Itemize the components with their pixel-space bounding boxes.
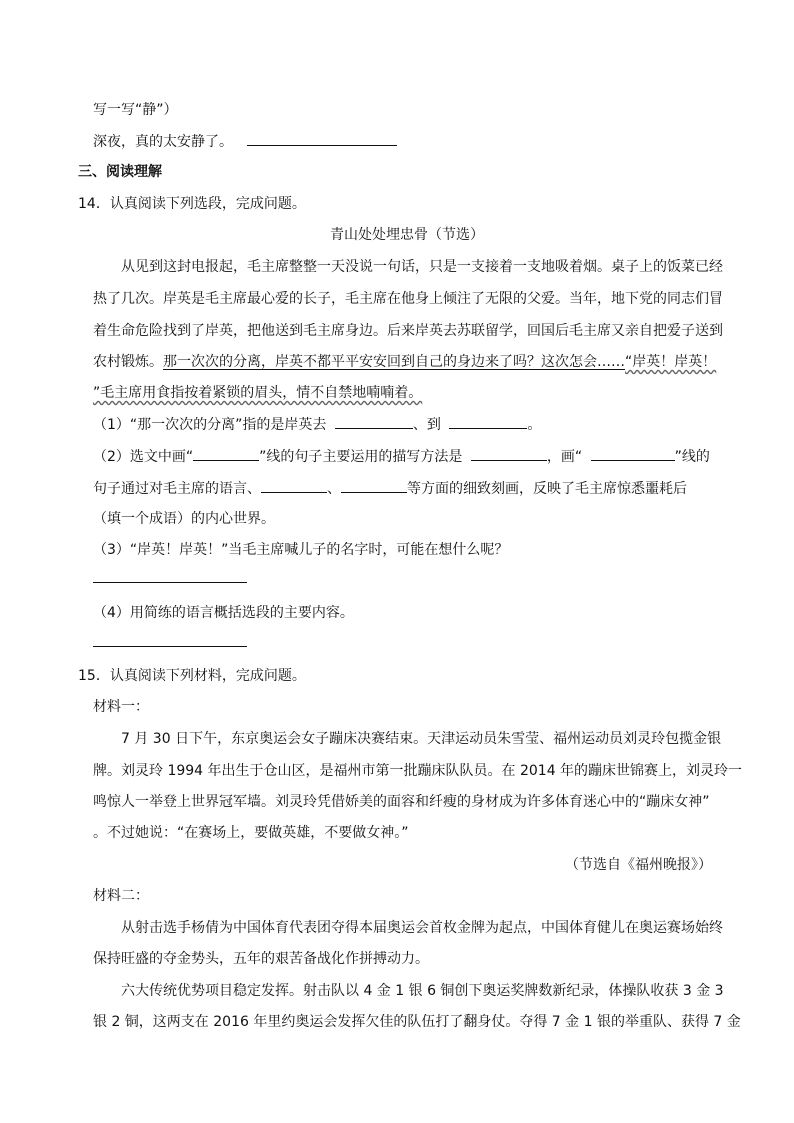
answer-line[interactable]: [93, 582, 247, 583]
section-title: 三、阅读理解: [78, 164, 162, 180]
material-line: 牌。刘灵玲 1994 年出生于仓山区，是福州市第一批蹦床队队员。在 2014 年的蹦床世锦赛上，刘灵玲一: [93, 763, 743, 779]
subquestion-text: ”线的: [674, 449, 710, 465]
subquestion-3: （3）“岸英！岸英！”当毛主席喊儿子的名字时，可能在想什么呢？: [93, 542, 509, 558]
subquestion-4: （4）用简练的语言概括选段的主要内容。: [93, 605, 354, 621]
passage-text: 农村锻炼。: [93, 354, 163, 370]
subquestion-text: 、到: [412, 417, 441, 433]
material-line: 保持旺盛的夺金势头，五年的艰苦备战化作拼搏动力。: [93, 951, 429, 967]
passage-line: 从见到这封电报起，毛主席整整一天没说一句话，只是一支接着一支地吸着烟。桌子上的饭菜已经: [121, 259, 723, 275]
question-15-prompt: 15．认真阅读下列材料，完成问题。: [78, 668, 306, 684]
material-line: 7 月 30 日下午，东京奥运会女子蹦床决赛结束。天津运动员朱雪莹、福州运动员刘灵玲包揽金银: [121, 731, 722, 747]
material-line: 。不过她说：“在赛场上，要做英雄，不要做女神。”: [93, 825, 409, 841]
subquestion-text: 。: [527, 417, 542, 433]
subquestion-2: [93, 446, 710, 467]
answer-blank[interactable]: [335, 414, 413, 429]
passage-line: [93, 383, 422, 403]
subquestion-text: 等方面的细致刻画，反映了毛主席惊悉噩耗后: [407, 481, 687, 497]
material-1-label: 材料一：: [93, 699, 149, 715]
prev-question-line: 写一写“静”）: [93, 102, 178, 118]
prev-question-text: 深夜，真的太安静了。: [93, 134, 233, 150]
material-source: （节选自《福州晚报》）: [565, 857, 712, 873]
subquestion-text: 、: [327, 481, 341, 497]
passage-line: 着生命危险找到了岸英，把他送到毛主席身边。后来岸英去苏联留学，回国后毛主席又亲自把爱子送到: [93, 323, 723, 339]
answer-blank[interactable]: [591, 446, 675, 461]
subquestion-text: ，画“: [546, 449, 583, 465]
material-line: 从射击选手杨倩为中国体育代表团夺得本届奥运会首枚金牌为起点，中国体育健儿在奥运赛场始终: [121, 920, 723, 936]
subquestion-1: [93, 414, 541, 435]
subquestion-2-line3: （填一个成语）的内心世界。: [93, 511, 275, 527]
material-line: 银 2 铜，这两支在 2016 年里约奥运会发挥欠佳的队伍打了翻身仗。夺得 7 金 1 银的举重队、获得 7 金: [93, 1014, 741, 1030]
answer-blank[interactable]: [471, 446, 547, 461]
subquestion-2-line2: [93, 478, 687, 499]
answer-blank[interactable]: [247, 131, 397, 146]
material-line: 鸣惊人一举登上世界冠军墙。刘灵玲凭借娇美的面容和纤瘦的身材成为许多体育迷心中的“蹦床女神”: [93, 794, 710, 810]
answer-blank[interactable]: [193, 446, 259, 461]
prev-question-answer-line: [93, 131, 397, 152]
passage-line: 热了几次。岸英是毛主席最心爱的长子，毛主席在他身上倾注了无限的父爱。当年，地下党的同志们冒: [93, 291, 723, 307]
answer-blank[interactable]: [449, 414, 527, 429]
answer-blank[interactable]: [261, 478, 327, 493]
material-2-label: 材料二：: [93, 888, 149, 904]
wavy-underlined-sentence: ”毛主席用食指按着紧锁的眉头，情不自禁地喃喃着。: [93, 385, 423, 401]
subquestion-text: （2）选文中画“: [93, 449, 194, 465]
solid-underlined-sentence: 那一次次的分离，岸英不都平平安安回到自己的身边来了吗？这次怎会……: [163, 354, 625, 370]
passage-title: 青山处处埋忠骨（节选）: [330, 227, 484, 243]
subquestion-text: ”线的句子主要运用的描写方法是: [259, 449, 463, 465]
subquestion-text: 句子通过对毛主席的语言、: [93, 481, 261, 497]
wavy-underlined-sentence: “岸英！岸英！: [625, 354, 717, 370]
passage-line: [93, 352, 716, 372]
answer-line[interactable]: [93, 646, 247, 647]
answer-blank[interactable]: [341, 478, 407, 493]
subquestion-text: （1）“那一次次的分离”指的是岸英去: [93, 417, 327, 433]
material-line: 六大传统优势项目稳定发挥。射击队以 4 金 1 银 6 铜创下奥运奖牌数新纪录，体操队收获 3 金 3: [121, 983, 724, 999]
question-14-prompt: 14．认真阅读下列选段，完成问题。: [78, 196, 306, 212]
